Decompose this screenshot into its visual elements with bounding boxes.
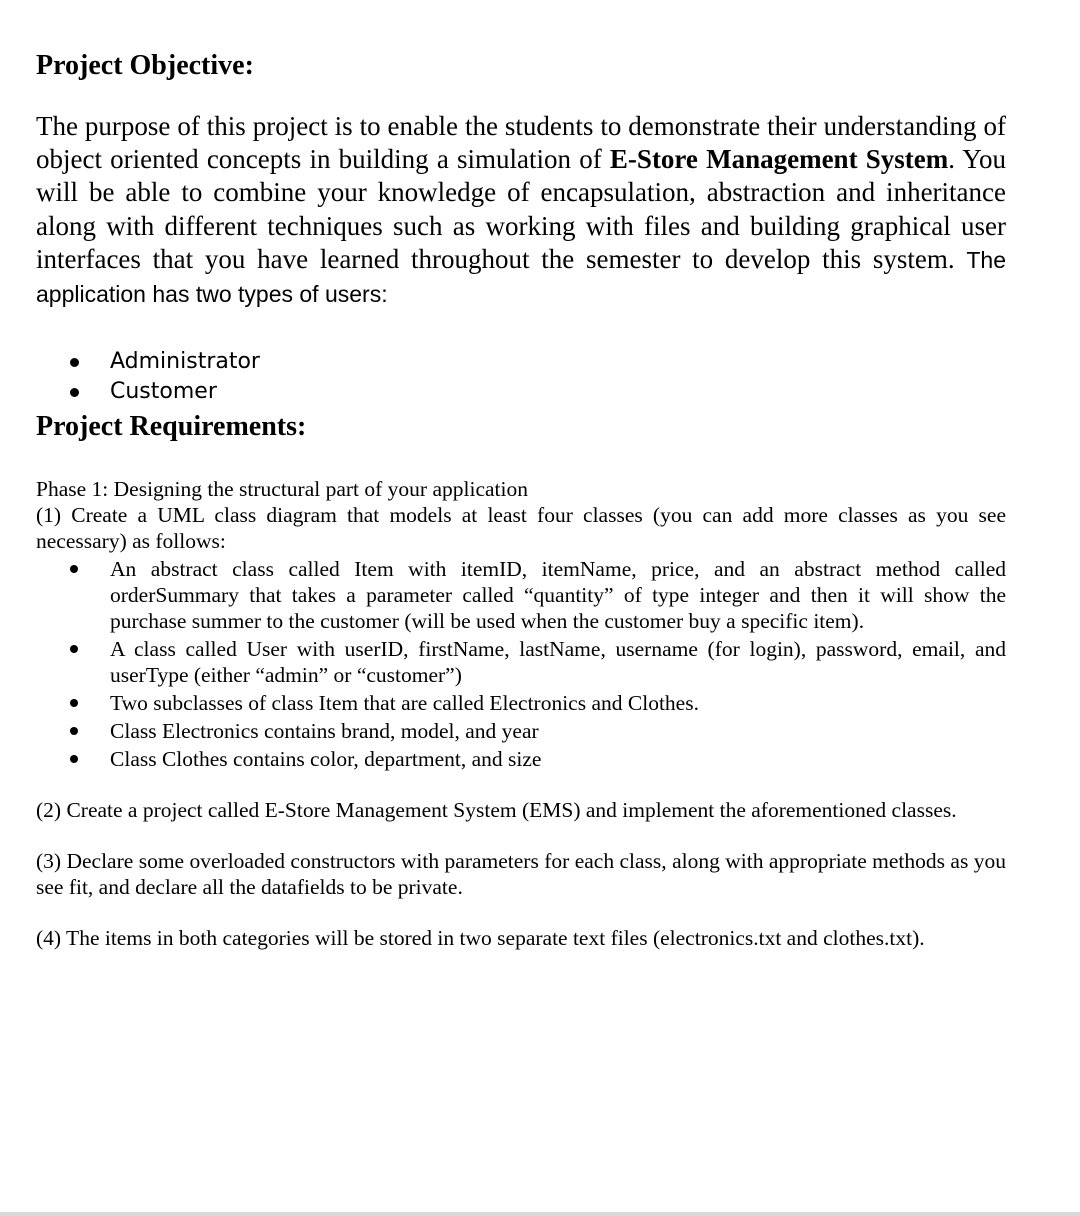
system-name-bold: E-Store Management System [609, 144, 949, 175]
phase-title: Phase 1: Designing the structural part of your application [36, 477, 528, 502]
class-requirement-text: Two subclasses of class Item that are called Electronics and Clothes. [110, 691, 699, 716]
list-item [36, 377, 1006, 407]
bullet-icon [70, 565, 78, 573]
objective-text-1: The purpose of this project is to enable the students to demonstrate their understanding of object oriented concepts in building a simulation of [36, 111, 1006, 175]
step-4-text: (4) The items in both categories will be stored in two separate text files (electronics.txt and clothes.txt). [36, 926, 925, 951]
objective-paragraph [36, 110, 1006, 311]
step-3-text: (3) Declare some overloaded constructors with parameters for each class, along with appropriate methods as you see fit, and declare all the datafields to be private. [36, 849, 1006, 900]
user-type-label: Administrator [110, 349, 260, 375]
bullet-icon [70, 755, 78, 763]
bullet-icon [70, 388, 79, 397]
bullet-icon [70, 699, 78, 707]
user-types-list [36, 347, 1006, 407]
objective-text-2: . You will be able to combine your knowledge of encapsulation, abstraction and inheritance along with different techniques such as working with files and building graphical user interfaces that you have learned throughout the semester to develop this system. [36, 144, 1007, 274]
class-requirement-text: Class Electronics contains brand, model, and year [110, 719, 539, 744]
bullet-icon [70, 358, 79, 367]
objective-text-3: The application has two types of users: [36, 246, 1006, 308]
document-content [36, 46, 1006, 951]
class-requirement-text: Class Clothes contains color, department, and size [110, 747, 542, 772]
list-item [36, 690, 1006, 716]
list-item [36, 347, 1006, 377]
list-item [36, 556, 1006, 634]
list-item [36, 746, 1006, 772]
user-type-label: Customer [110, 379, 217, 405]
requirements-heading: Project Requirements: [36, 411, 307, 443]
bullet-icon [70, 727, 78, 735]
step-1-text: (1) Create a UML class diagram that models at least four classes (you can add more classes as you see necessary) as follows: [36, 503, 1006, 554]
class-requirements-list [36, 556, 1006, 772]
class-requirement-text: A class called User with userID, firstName, lastName, username (for login), password, email, and userType (either “admin” or “customer”) [110, 637, 1006, 688]
list-item [36, 718, 1006, 744]
objective-heading: Project Objective: [36, 50, 254, 81]
page-bottom-edge [0, 1212, 1080, 1216]
list-item [36, 636, 1006, 688]
step-2-text: (2) Create a project called E-Store Management System (EMS) and implement the aforementioned classes. [36, 798, 957, 823]
class-requirement-text: An abstract class called Item with itemID, itemName, price, and an abstract method called orderSummary that takes a parameter called “quantity” of type integer and then it will show the purchase summer to the customer (will be used when the customer buy a specific item). [110, 557, 1006, 634]
bullet-icon [70, 645, 78, 653]
